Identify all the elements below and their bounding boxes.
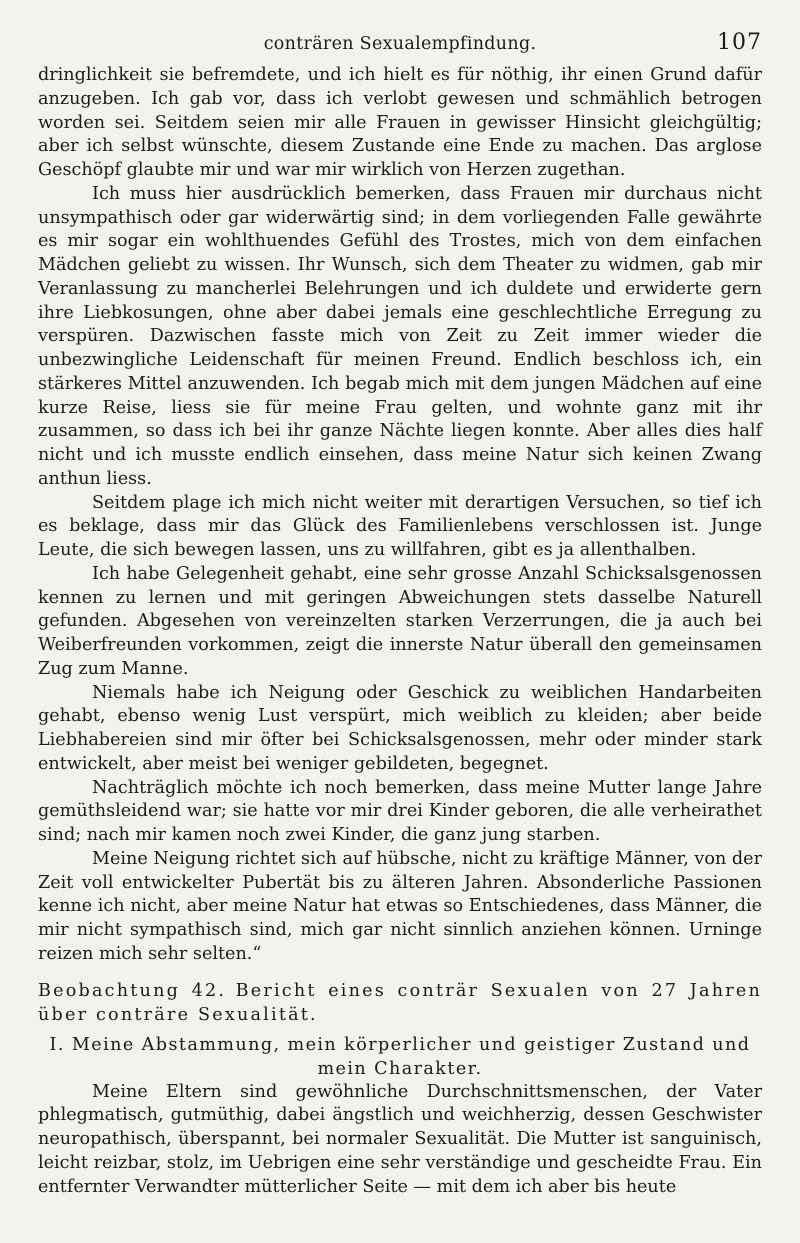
- body-text: [38, 64, 762, 1199]
- section-heading: I. Meine Abstammung, mein körperlicher und geistiger Zustand und mein Charakter.: [49, 1034, 751, 1079]
- paragraph: Meine Neigung richtet sich auf hübsche, nicht zu kräftige Männer, von der Zeit voll entwickelter Pubertät bis zu älteren Jahren. Absonderliche Passionen kenne ich nicht, aber meine Natur hat etwas so Entschiedenes, dass Männer, die mir nicht sympathisch sind, mich gar nicht sinnlich anziehen können. Urninge reizen mich sehr selten.“: [38, 848, 762, 964]
- paragraph: dringlichkeit sie befremdete, und ich hielt es für nöthig, ihr einen Grund dafür anzugeben. Ich gab vor, dass ich verlobt gewesen und schmählich betrogen worden sei. Seitdem seien mir alle Frauen in gewisser Hinsicht gleichgültig; aber ich selbst wünschte, diesem Zustande eine Ende zu machen. Das arglose Geschöpf glaubte mir und war mir wirklich von Herzen zugethan.: [38, 65, 762, 180]
- paragraph: Meine Eltern sind gewöhnliche Durchschnittsmenschen, der Vater phlegmatisch, gutmüthig, dabei ängstlich und weichherzig, dessen Geschwister neuropathisch, überspannt, bei normaler Sexualität. Die Mutter ist sanguinisch, leicht reizbar, stolz, im Uebrigen eine sehr verständige und gescheidte Frau. Ein entfernter Verwandter mütterlicher Seite — mit dem ich aber bis heute: [38, 1081, 762, 1197]
- observation-title: Bericht eines conträr Sexualen von 27 Jahren über conträre Sexualität.: [38, 980, 763, 1025]
- page-number: 107: [717, 30, 762, 55]
- observation-heading: [38, 979, 762, 1027]
- running-head: [38, 28, 762, 64]
- running-title: conträren Sexualempfindung.: [263, 34, 537, 54]
- observation-label: Beobachtung 42.: [38, 980, 227, 1001]
- paragraph: Niemals habe ich Neigung oder Geschick zu weiblichen Handarbeiten gehabt, ebenso wenig Lust verspürt, mich weiblich zu kleiden; aber beide Liebhabereien sind mir öfter bei Schicksalsgenossen, mehr oder minder stark entwickelt, aber meist bei weniger gebildeten, begegnet.: [38, 682, 762, 774]
- paragraph: Seitdem plage ich mich nicht weiter mit derartigen Versuchen, so tief ich es beklage, dass mir das Glück des Familienlebens verschlossen ist. Junge Leute, die sich bewegen lassen, uns zu willfahren, gibt es ja allenthalben.: [38, 492, 762, 560]
- paragraph: Ich habe Gelegenheit gehabt, eine sehr grosse Anzahl Schicksalsgenossen kennen zu lernen und mit geringen Abweichungen stets dasselbe Naturell gefunden. Abgesehen von vereinzelten starken Verzerrungen, die ja auch bei Weiberfreunden vorkommen, zeigt die innerste Natur überall den gemeinsamen Zug zum Manne.: [38, 563, 762, 679]
- paragraph: Ich muss hier ausdrücklich bemerken, dass Frauen mir durchaus nicht unsympathisch oder gar widerwärtig sind; in dem vorliegenden Falle gewährte es mir sogar ein wohlthuendes Gefühl des Trostes, mich von dem einfachen Mädchen geliebt zu wissen. Ihr Wunsch, sich dem Theater zu widmen, gab mir Veranlassung zu mancherlei Belehrungen und ich duldete und erwiderte gern ihre Liebkosungen, ohne aber dabei jemals eine geschlechtliche Erregung zu verspüren. Dazwischen fasste mich von Zeit zu Zeit immer wieder die unbezwingliche Leidenschaft für meinen Freund. Endlich beschloss ich, ein stärkeres Mittel anzuwenden. Ich begab mich mit dem jungen Mädchen auf eine kurze Reise, liess sie für meine Frau gelten, und wohnte ganz mit ihr zusammen, so dass ich bei ihr ganze Nächte liegen konnte. Aber alles dies half nicht und ich musste endlich einsehen, dass meine Natur sich keinen Zwang anthun liess.: [38, 183, 762, 489]
- paragraph: Nachträglich möchte ich noch bemerken, dass meine Mutter lange Jahre gemüthsleidend war; sie hatte vor mir drei Kinder geboren, die alle verheirathet sind; nach mir kamen noch zwei Kinder, die ganz jung starben.: [38, 777, 762, 845]
